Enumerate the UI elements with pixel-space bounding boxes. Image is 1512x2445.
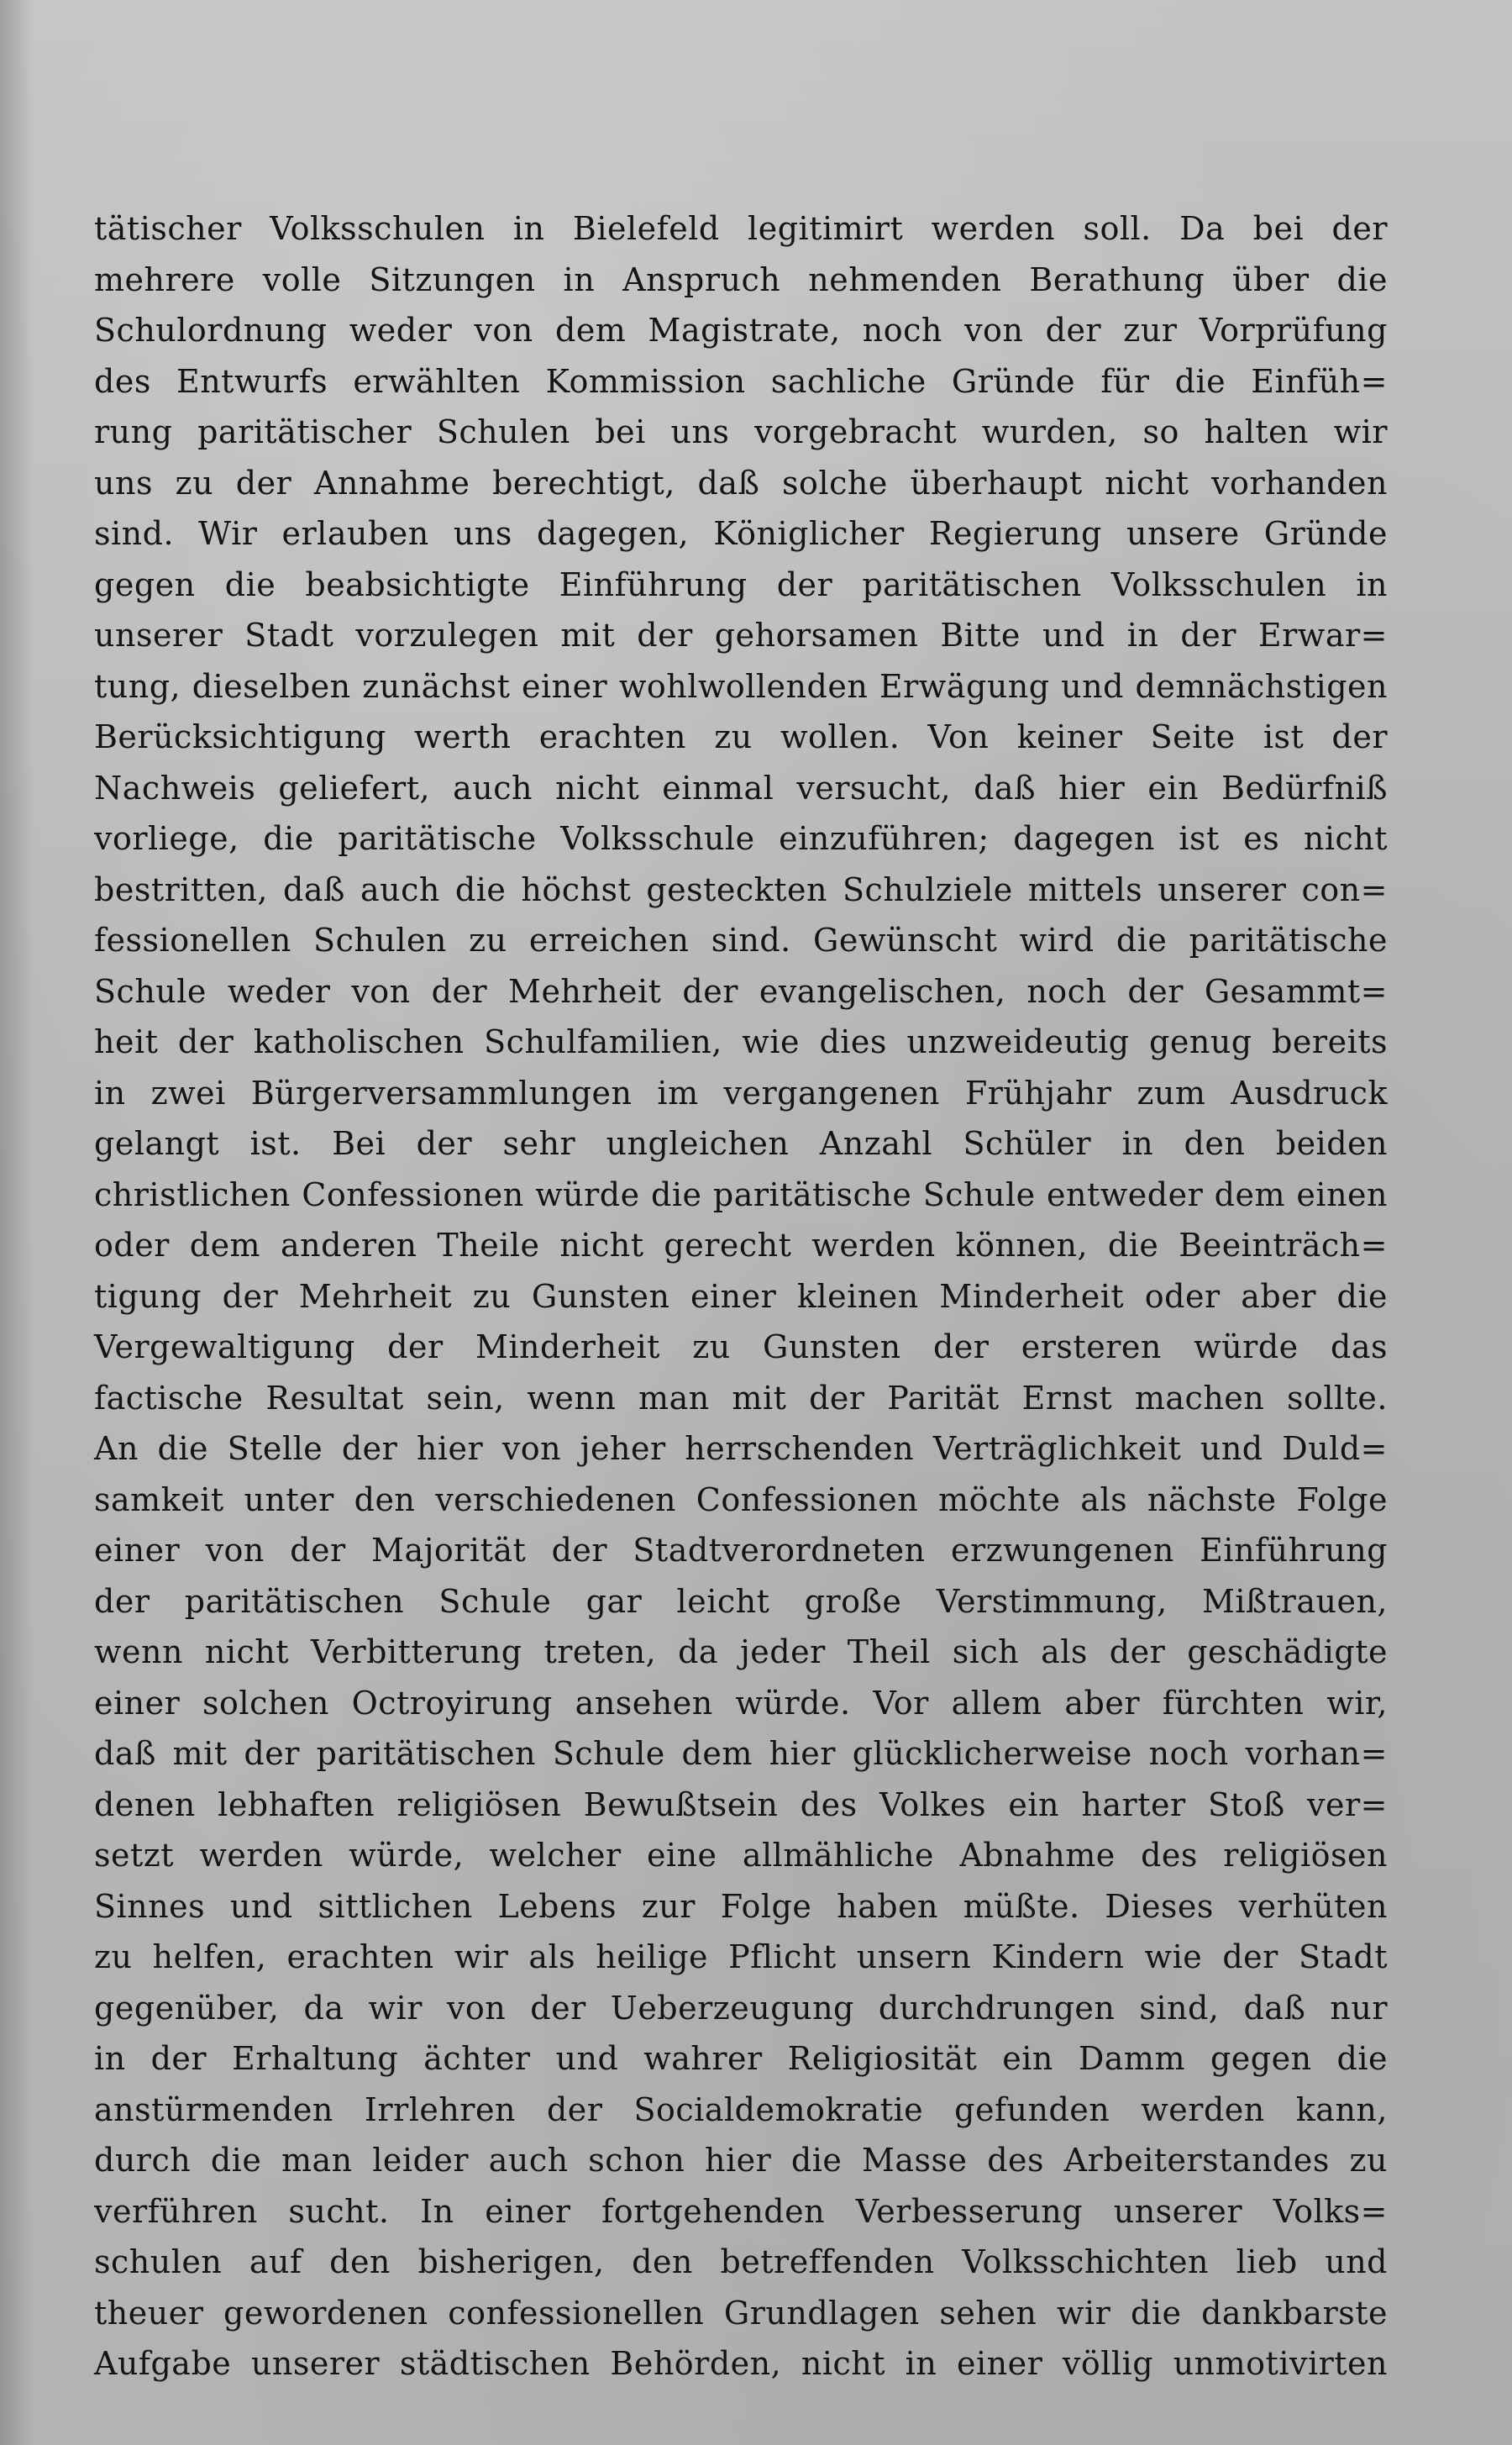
text-line: Schulordnung weder von dem Magistrate, noch von der zur Vorprüfung bbox=[94, 312, 1388, 349]
text-line: fessionellen Schulen zu erreichen sind. Gewünscht wird die paritätische bbox=[94, 922, 1388, 959]
text-line: samkeit unter den verschiedenen Confessionen möchte als nächste Folge bbox=[94, 1480, 1388, 1518]
text-line: der paritätischen Schule gar leicht große Verstimmung, Mißtrauen, bbox=[94, 1582, 1388, 1620]
text-line: durch die man leider auch schon hier die Masse des Arbeiterstandes zu bbox=[94, 2142, 1388, 2179]
text-line: wenn nicht Verbitterung treten, da jeder Theil sich als der geschädigte bbox=[94, 1633, 1388, 1670]
text-line: Vergewaltigung der Minderheit zu Gunsten der ersteren würde das bbox=[94, 1328, 1388, 1365]
text-line: gegenüber, da wir von der Ueberzeugung durchdrungen sind, daß nur bbox=[94, 1989, 1388, 2027]
body-text bbox=[94, 203, 1388, 2390]
text-line: gegen die beabsichtigte Einführung der paritätischen Volksschulen in bbox=[94, 565, 1388, 603]
text-line: unserer Stadt vorzulegen mit der gehorsamen Bitte und in der Erwar= bbox=[94, 617, 1388, 654]
text-line: rung paritätischer Schulen bei uns vorgebracht wurden, so halten wir bbox=[94, 413, 1388, 450]
text-line: oder dem anderen Theile nicht gerecht werden können, die Beeinträch= bbox=[94, 1227, 1388, 1264]
text-line: einer von der Majorität der Stadtverordneten erzwungenen Einführung bbox=[94, 1532, 1388, 1569]
text-line: anstürmenden Irrlehren der Socialdemokratie gefunden werden kann, bbox=[94, 2090, 1388, 2128]
text-line: daß mit der paritätischen Schule dem hier glücklicherweise noch vorhan= bbox=[94, 1735, 1388, 1772]
text-line: zu helfen, erachten wir als heilige Pflicht unsern Kindern wie der Stadt bbox=[94, 1938, 1388, 1975]
page-binding-shadow bbox=[0, 0, 34, 2445]
text-line: schulen auf den bisherigen, den betreffenden Volksschichten lieb und bbox=[94, 2243, 1388, 2280]
text-line: tigung der Mehrheit zu Gunsten einer kleinen Minderheit oder aber die bbox=[94, 1277, 1388, 1315]
text-line: An die Stelle der hier von jeher herrschenden Verträglichkeit und Duld= bbox=[94, 1430, 1388, 1467]
text-line: in der Erhaltung ächter und wahrer Religiosität ein Damm gegen die bbox=[94, 2040, 1388, 2077]
text-line: verführen sucht. In einer fortgehenden Verbesserung unserer Volks= bbox=[94, 2192, 1388, 2230]
text-line: Sinnes und sittlichen Lebens zur Folge haben müßte. Dieses verhüten bbox=[94, 1887, 1388, 1925]
text-line: heit der katholischen Schulfamilien, wie dies unzweideutig genug bereits bbox=[94, 1023, 1388, 1060]
text-line: einer solchen Octroyirung ansehen würde. Vor allem aber fürchten wir, bbox=[94, 1684, 1388, 1722]
text-line: Schule weder von der Mehrheit der evangelischen, noch der Gesammt= bbox=[94, 972, 1388, 1010]
text-line: sind. Wir erlauben uns dagegen, Königlicher Regierung unsere Gründe bbox=[94, 515, 1388, 552]
text-line: Aufgabe unserer städtischen Behörden, nicht in einer völlig unmotivirten bbox=[94, 2345, 1388, 2382]
text-line: in zwei Bürgerversammlungen im vergangenen Frühjahr zum Ausdruck bbox=[94, 1074, 1388, 1112]
text-line: Nachweis geliefert, auch nicht einmal versucht, daß hier ein Bedürfniß bbox=[94, 769, 1388, 807]
text-line: vorliege, die paritätische Volksschule einzuführen; dagegen ist es nicht bbox=[94, 820, 1388, 857]
text-line: des Entwurfs erwählten Kommission sachliche Gründe für die Einfüh= bbox=[94, 362, 1388, 400]
text-line: mehrere volle Sitzungen in Anspruch nehmenden Berathung über die bbox=[94, 260, 1388, 298]
text-line: bestritten, daß auch die höchst gesteckten Schulziele mittels unserer con= bbox=[94, 870, 1388, 908]
text-line: tung, dieselben zunächst einer wohlwollenden Erwägung und demnächstigen bbox=[94, 667, 1388, 705]
text-line: uns zu der Annahme berechtigt, daß solche überhaupt nicht vorhanden bbox=[94, 464, 1388, 502]
text-line: setzt werden würde, welcher eine allmähliche Abnahme des religiösen bbox=[94, 1837, 1388, 1874]
text-line: gelangt ist. Bei der sehr ungleichen Anzahl Schüler in den beiden bbox=[94, 1125, 1388, 1162]
text-line: denen lebhaften religiösen Bewußtsein des Volkes ein harter Stoß ver= bbox=[94, 1785, 1388, 1823]
text-line: christlichen Confessionen würde die paritätische Schule entweder dem einen bbox=[94, 1175, 1388, 1213]
text-line: factische Resultat sein, wenn man mit der Parität Ernst machen sollte. bbox=[94, 1379, 1388, 1417]
text-line: theuer gewordenen confessionellen Grundlagen sehen wir die dankbarste bbox=[94, 2294, 1388, 2332]
text-line: tätischer Volksschulen in Bielefeld legitimirt werden soll. Da bei der bbox=[94, 210, 1388, 247]
text-line: Berücksichtigung werth erachten zu wollen. Von keiner Seite ist der bbox=[94, 718, 1388, 755]
